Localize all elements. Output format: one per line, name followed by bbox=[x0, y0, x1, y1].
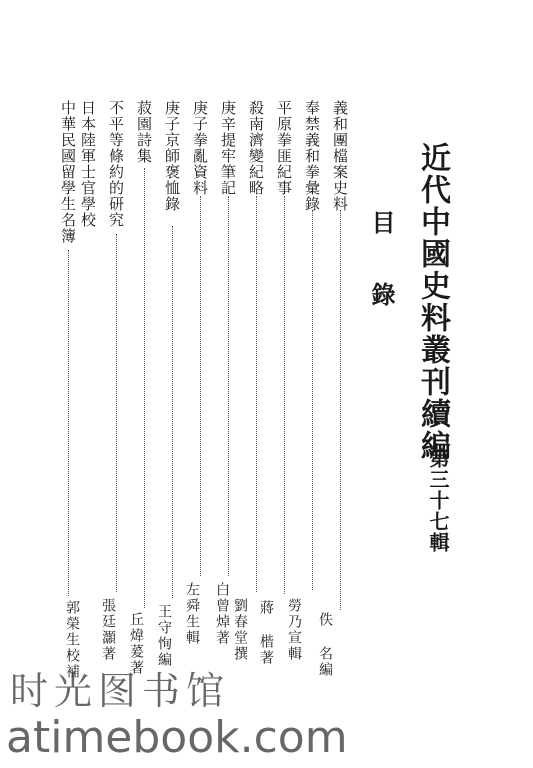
leader-dots bbox=[200, 196, 201, 576]
leader-dots bbox=[116, 234, 117, 592]
watermark-url: atimebook.com bbox=[6, 712, 348, 763]
toc-entry-author: 劉春堂撰 bbox=[232, 598, 248, 662]
toc-entry-title: 平原拳匪紀事 bbox=[275, 100, 293, 196]
toc-entry-title: 日本陸軍士官學校 bbox=[79, 100, 97, 228]
leader-dots bbox=[172, 226, 173, 598]
toc-entry-author: 白曾焯著 bbox=[214, 582, 230, 646]
toc-entry-title: 奉禁義和拳彙錄 bbox=[303, 100, 321, 212]
series-title: 近代中國史料叢刊續編 bbox=[415, 142, 450, 462]
leader-dots bbox=[256, 196, 257, 592]
toc-entry-title: 不平等條約的研究 bbox=[107, 100, 125, 228]
leader-dots bbox=[68, 250, 69, 596]
toc-entry-title: 庚辛提牢筆記 bbox=[219, 100, 237, 196]
toc-entry-author: 丘煒萲著 bbox=[128, 612, 144, 676]
toc-entry-title: 義和團檔案史料 bbox=[331, 100, 349, 212]
toc-entry-author: 左舜生輯 bbox=[184, 582, 200, 646]
leader-dots bbox=[144, 168, 145, 608]
toc-entry-title: 菽園詩集 bbox=[135, 100, 153, 164]
toc-heading-mu: 目 bbox=[367, 210, 396, 234]
leader-dots bbox=[340, 210, 341, 610]
toc-entry-author: 郭榮生校補 bbox=[64, 600, 80, 680]
toc-entry-author: 勞乃宣輯 bbox=[286, 598, 302, 662]
leader-dots bbox=[228, 196, 229, 576]
volume-label: 第三十七輯 bbox=[426, 448, 450, 553]
toc-heading-lu: 錄 bbox=[367, 282, 396, 306]
watermark-chinese: 时光图书馆 bbox=[10, 669, 231, 713]
toc-entry-author: 佚 名編 bbox=[317, 612, 333, 678]
leader-dots bbox=[312, 210, 313, 590]
toc-entry-author: 蔣 楷著 bbox=[258, 600, 274, 666]
toc-entry-title: 庚子京師褒恤錄 bbox=[163, 100, 181, 212]
toc-entry-title: 殺南濟變紀略 bbox=[247, 100, 265, 196]
toc-entry-author: 王守恂編 bbox=[156, 604, 172, 668]
toc-entry-title: 庚子拳亂資料 bbox=[191, 100, 209, 196]
toc-entry-author: 張廷灝著 bbox=[100, 598, 116, 662]
toc-entry-title: 中華民國留學生名簿 bbox=[59, 100, 77, 244]
leader-dots bbox=[284, 196, 285, 594]
